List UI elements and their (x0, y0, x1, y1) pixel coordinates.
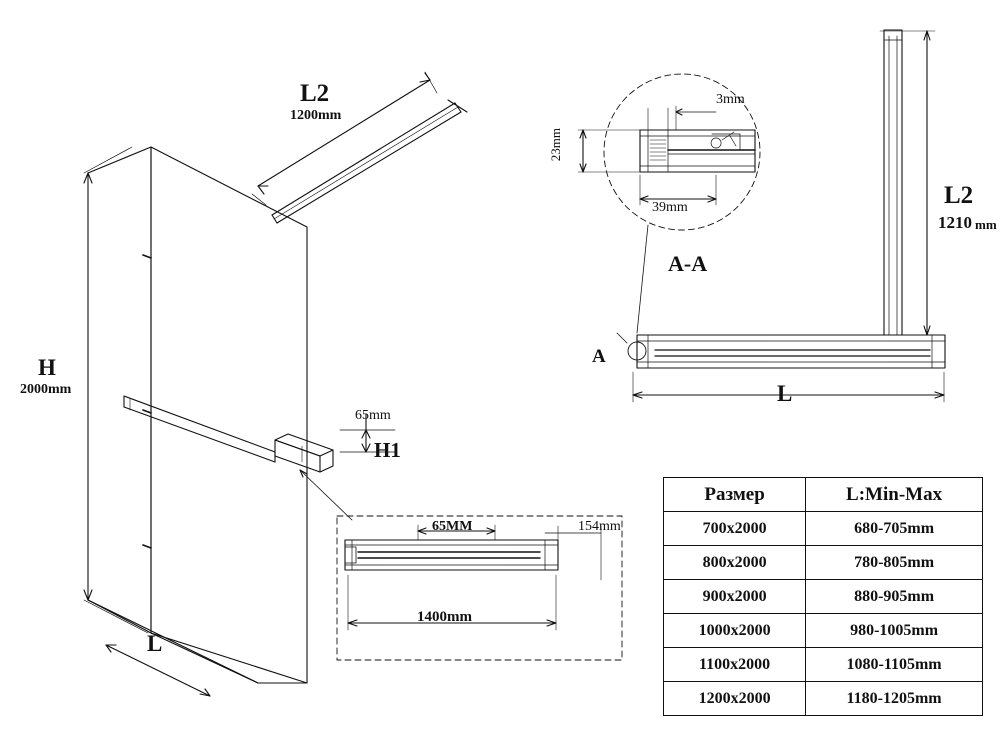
label-l2-right-value: 1210 (938, 213, 972, 232)
table-cell-size: 1100x2000 (664, 648, 806, 682)
table-row (664, 580, 983, 614)
table-cell-size: 1000x2000 (664, 614, 806, 648)
label-h-value: 2000mm (20, 382, 72, 397)
label-detail-1400mm: 1400mm (417, 609, 472, 625)
label-h1-value: 65mm (355, 408, 391, 423)
table-header-range: L:Min-Max (806, 478, 983, 512)
table-header-size: Размер (664, 478, 806, 512)
label-detail-65mm: 65MM (432, 519, 473, 534)
label-section-23mm: 23mm (548, 128, 563, 162)
table-cell-size: 900x2000 (664, 580, 806, 614)
table-cell-size: 700x2000 (664, 512, 806, 546)
label-l2-right-unit: mm (975, 217, 997, 232)
label-h: H (38, 355, 56, 380)
spec-table (663, 477, 983, 716)
label-section-39mm: 39mm (652, 200, 688, 215)
table-cell-range: 980-1005mm (806, 614, 983, 648)
table-row (664, 682, 983, 716)
label-l2-right: L2 (944, 182, 974, 209)
bracket-block (275, 440, 320, 472)
detail-bar-outline (345, 540, 558, 570)
table-cell-range: 1180-1205mm (806, 682, 983, 716)
label-l-right: L (777, 381, 793, 406)
label-l-left: L (147, 631, 163, 656)
table-row (664, 546, 983, 580)
label-section-marker: A (592, 346, 606, 367)
table-row (664, 512, 983, 546)
table-cell-range: 880-905mm (806, 580, 983, 614)
table-header-row (664, 478, 983, 512)
label-detail-154mm: 154mm (578, 519, 621, 534)
table-row (664, 614, 983, 648)
plan-vertical-bar (884, 30, 902, 335)
label-section-name: A-A (668, 251, 708, 276)
horizontal-bar-top (124, 396, 275, 452)
table-cell-range: 1080-1105mm (806, 648, 983, 682)
table-cell-range: 680-705mm (806, 512, 983, 546)
table-row (664, 648, 983, 682)
table-cell-range: 780-805mm (806, 546, 983, 580)
table-cell-size: 800x2000 (664, 546, 806, 580)
plan-bar (637, 335, 945, 368)
detail-box (337, 516, 622, 660)
table-cell-size: 1200x2000 (664, 682, 806, 716)
label-l2-main-value: 1200mm (290, 108, 342, 123)
label-h1: H1 (374, 438, 401, 462)
label-section-3mm: 3mm (716, 92, 745, 107)
label-l2-main: L2 (300, 80, 330, 107)
